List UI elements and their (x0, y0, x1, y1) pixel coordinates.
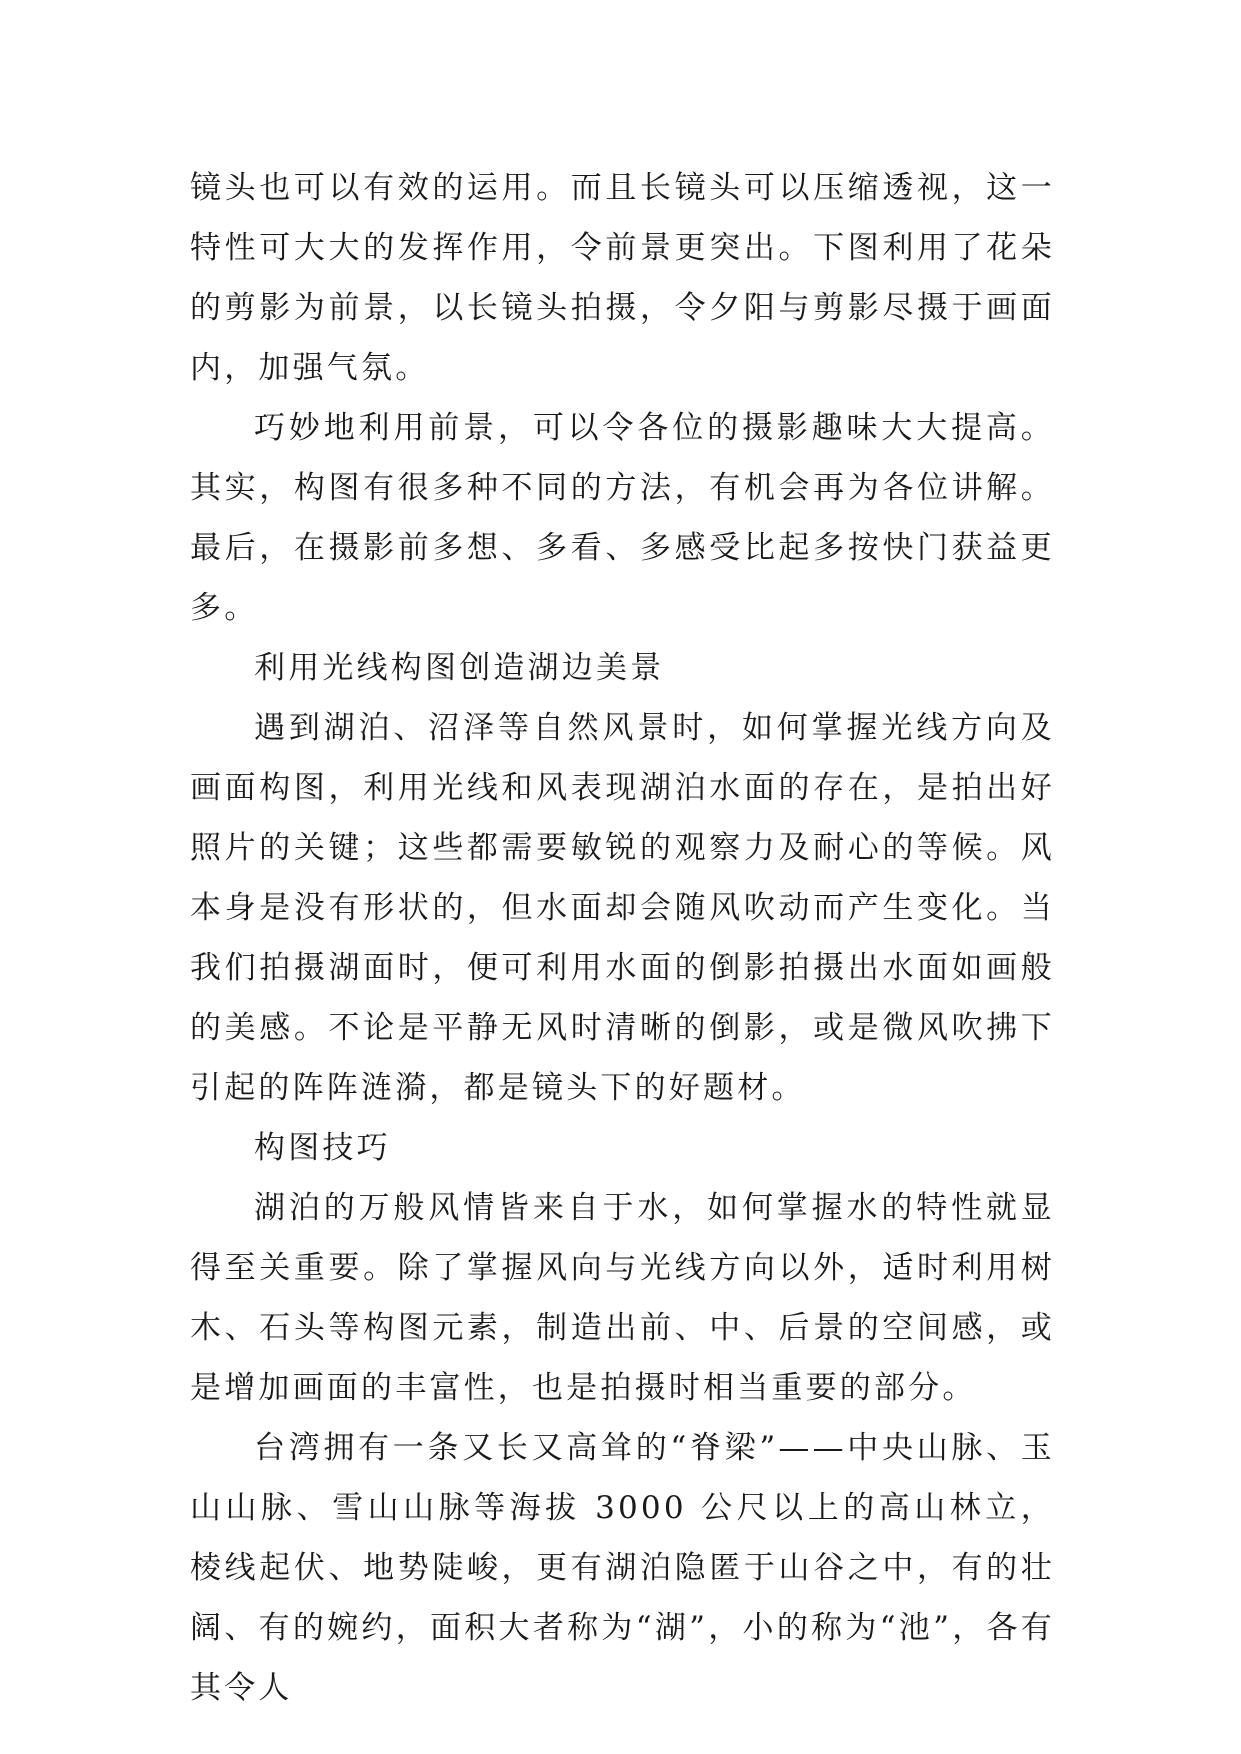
article-body (190, 158, 1055, 1718)
section-heading-technique: 构图技巧 (254, 1130, 391, 1166)
paragraph-continuation: 镜头也可以有效的运用。而且长镜头可以压缩透视，这一特性可大大的发挥作用，令前景更突出。下图利用了花朵的剪影为前景，以长镜头拍摄，令夕阳与剪影尽摄于画面内，加强气氛。 (190, 170, 1055, 386)
section-heading-light: 利用光线构图创造湖边美景 (254, 650, 665, 686)
paragraph-taiwan-mountains: 台湾拥有一条又长又高耸的“脊梁”——中央山脉、玉山山脉、雪山山脉等海拔 3000 公尺以上的高山林立，棱线起伏、地势陡峻，更有湖泊隐匿于山谷之中，有的壮阔、有的婉约，面积大者称为“湖”，小的称为“池”，各有其令人 (190, 1430, 1055, 1706)
paragraph-lake-water: 湖泊的万般风情皆来自于水，如何掌握水的特性就显得至关重要。除了掌握风向与光线方向以外，适时利用树木、石头等构图元素，制造出前、中、后景的空间感，或是增加画面的丰富性，也是拍摄时相当重要的部分。 (190, 1190, 1055, 1406)
paragraph-foreground-summary: 巧妙地利用前景，可以令各位的摄影趣味大大提高。其实，构图有很多种不同的方法，有机会再为各位讲解。最后，在摄影前多想、多看、多感受比起多按快门获益更多。 (190, 410, 1055, 626)
paragraph-lake-light: 遇到湖泊、沼泽等自然风景时，如何掌握光线方向及画面构图，利用光线和风表现湖泊水面的存在，是拍出好照片的关键；这些都需要敏锐的观察力及耐心的等候。风本身是没有形状的，但水面却会随风吹动而产生变化。当我们拍摄湖面时，便可利用水面的倒影拍摄出水面如画般的美感。不论是平静无风时清晰的倒影，或是微风吹拂下引起的阵阵涟漪，都是镜头下的好题材。 (190, 710, 1055, 1106)
